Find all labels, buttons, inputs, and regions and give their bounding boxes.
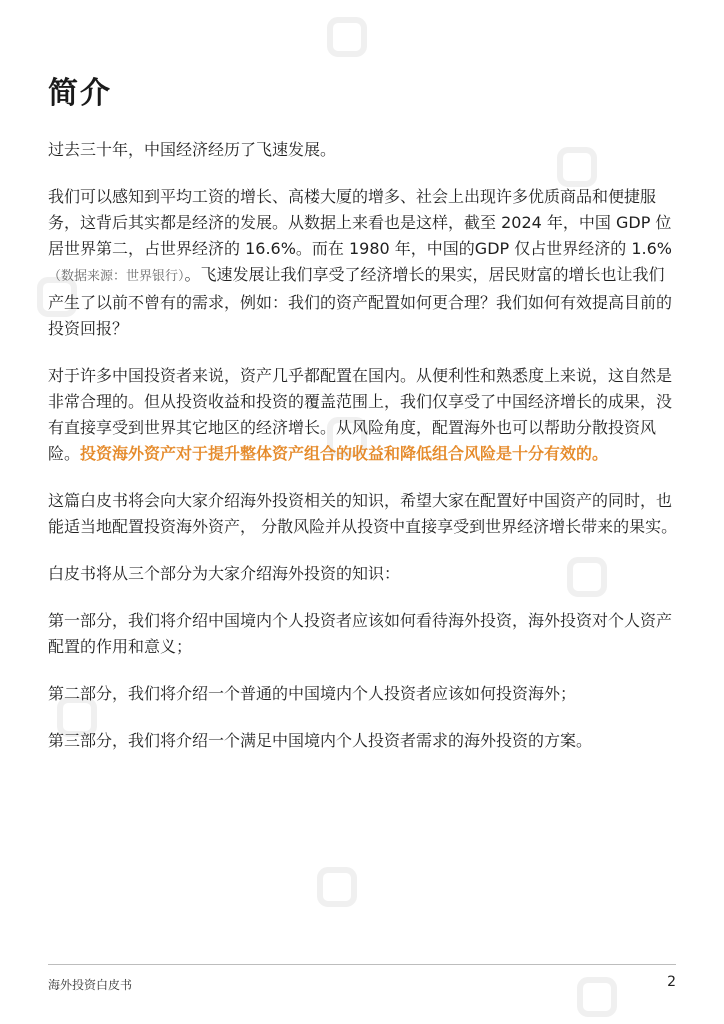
paragraph-8 [48,728,680,754]
paragraph-2 [48,184,680,342]
paragraph-3 [48,363,680,467]
paragraph-3-text: 对于许多中国投资者来说，资产几乎都配置在国内。从便利性和熟悉度上来说，这自然是非常合理的。但从投资收益和投资的覆盖范围上，我们仅享受了中国经济增长的成果，没有直接享受到世界其它地区的经济增长。从风险角度，配置海外也可以帮助分散投资风险。 [48,366,673,463]
paragraph-1 [48,137,680,163]
intro-body [48,137,680,775]
footer-divider [48,964,676,965]
paragraph-6 [48,608,680,660]
paragraph-4 [48,488,680,540]
paragraph-4-text: 这篇白皮书将会向大家介绍海外投资相关的知识，希望大家在配置好中国资产的同时，也能适当地配置投资海外资产， 分散风险并从投资中直接享受到世界经济增长带来的果实。 [48,491,678,536]
footer-document-title: 海外投资白皮书 [48,978,133,992]
paragraph-2-text-b: 。飞速发展让我们享受了经济增长的果实，居民财富的增长也让我们产生了以前不曾有的需求，例如：我们的资产配置如何更合理？我们如何有效提高目前的投资回报？ [48,265,673,338]
highlighted-conclusion: 投资海外资产对于提升整体资产组合的收益和降低组合风险是十分有效的。 [80,444,609,463]
paragraph-5-text: 白皮书将从三个部分为大家介绍海外投资的知识： [48,564,401,583]
paragraph-6-text: 第一部分，我们将介绍中国境内个人投资者应该如何看待海外投资，海外投资对个人资产配置的作用和意义； [48,611,673,656]
paragraph-7 [48,681,680,707]
page-title: 简介 [48,76,112,111]
page-number: 2 [667,974,676,990]
paragraph-1-text: 过去三十年，中国经济经历了飞速发展。 [48,140,337,159]
paragraph-5 [48,561,680,587]
paragraph-2-text-a: 我们可以感知到平均工资的增长、高楼大厦的增多、社会上出现许多优质商品和便捷服务，这背后其实都是经济的发展。从数据上来看也是这样，截至 2024 年，中国 GDP 位居世界第二，占世界经济的 16.6%。而在 1980 年，中国的GDP 仅占世界经济的 1.6% [48,187,672,258]
paragraph-8-text: 第三部分，我们将介绍一个满足中国境内个人投资者需求的海外投资的方案。 [48,731,593,750]
data-source-note: （数据来源：世界银行） [48,269,185,284]
paragraph-7-text: 第二部分，我们将介绍一个普通的中国境内个人投资者应该如何投资海外； [48,684,577,703]
